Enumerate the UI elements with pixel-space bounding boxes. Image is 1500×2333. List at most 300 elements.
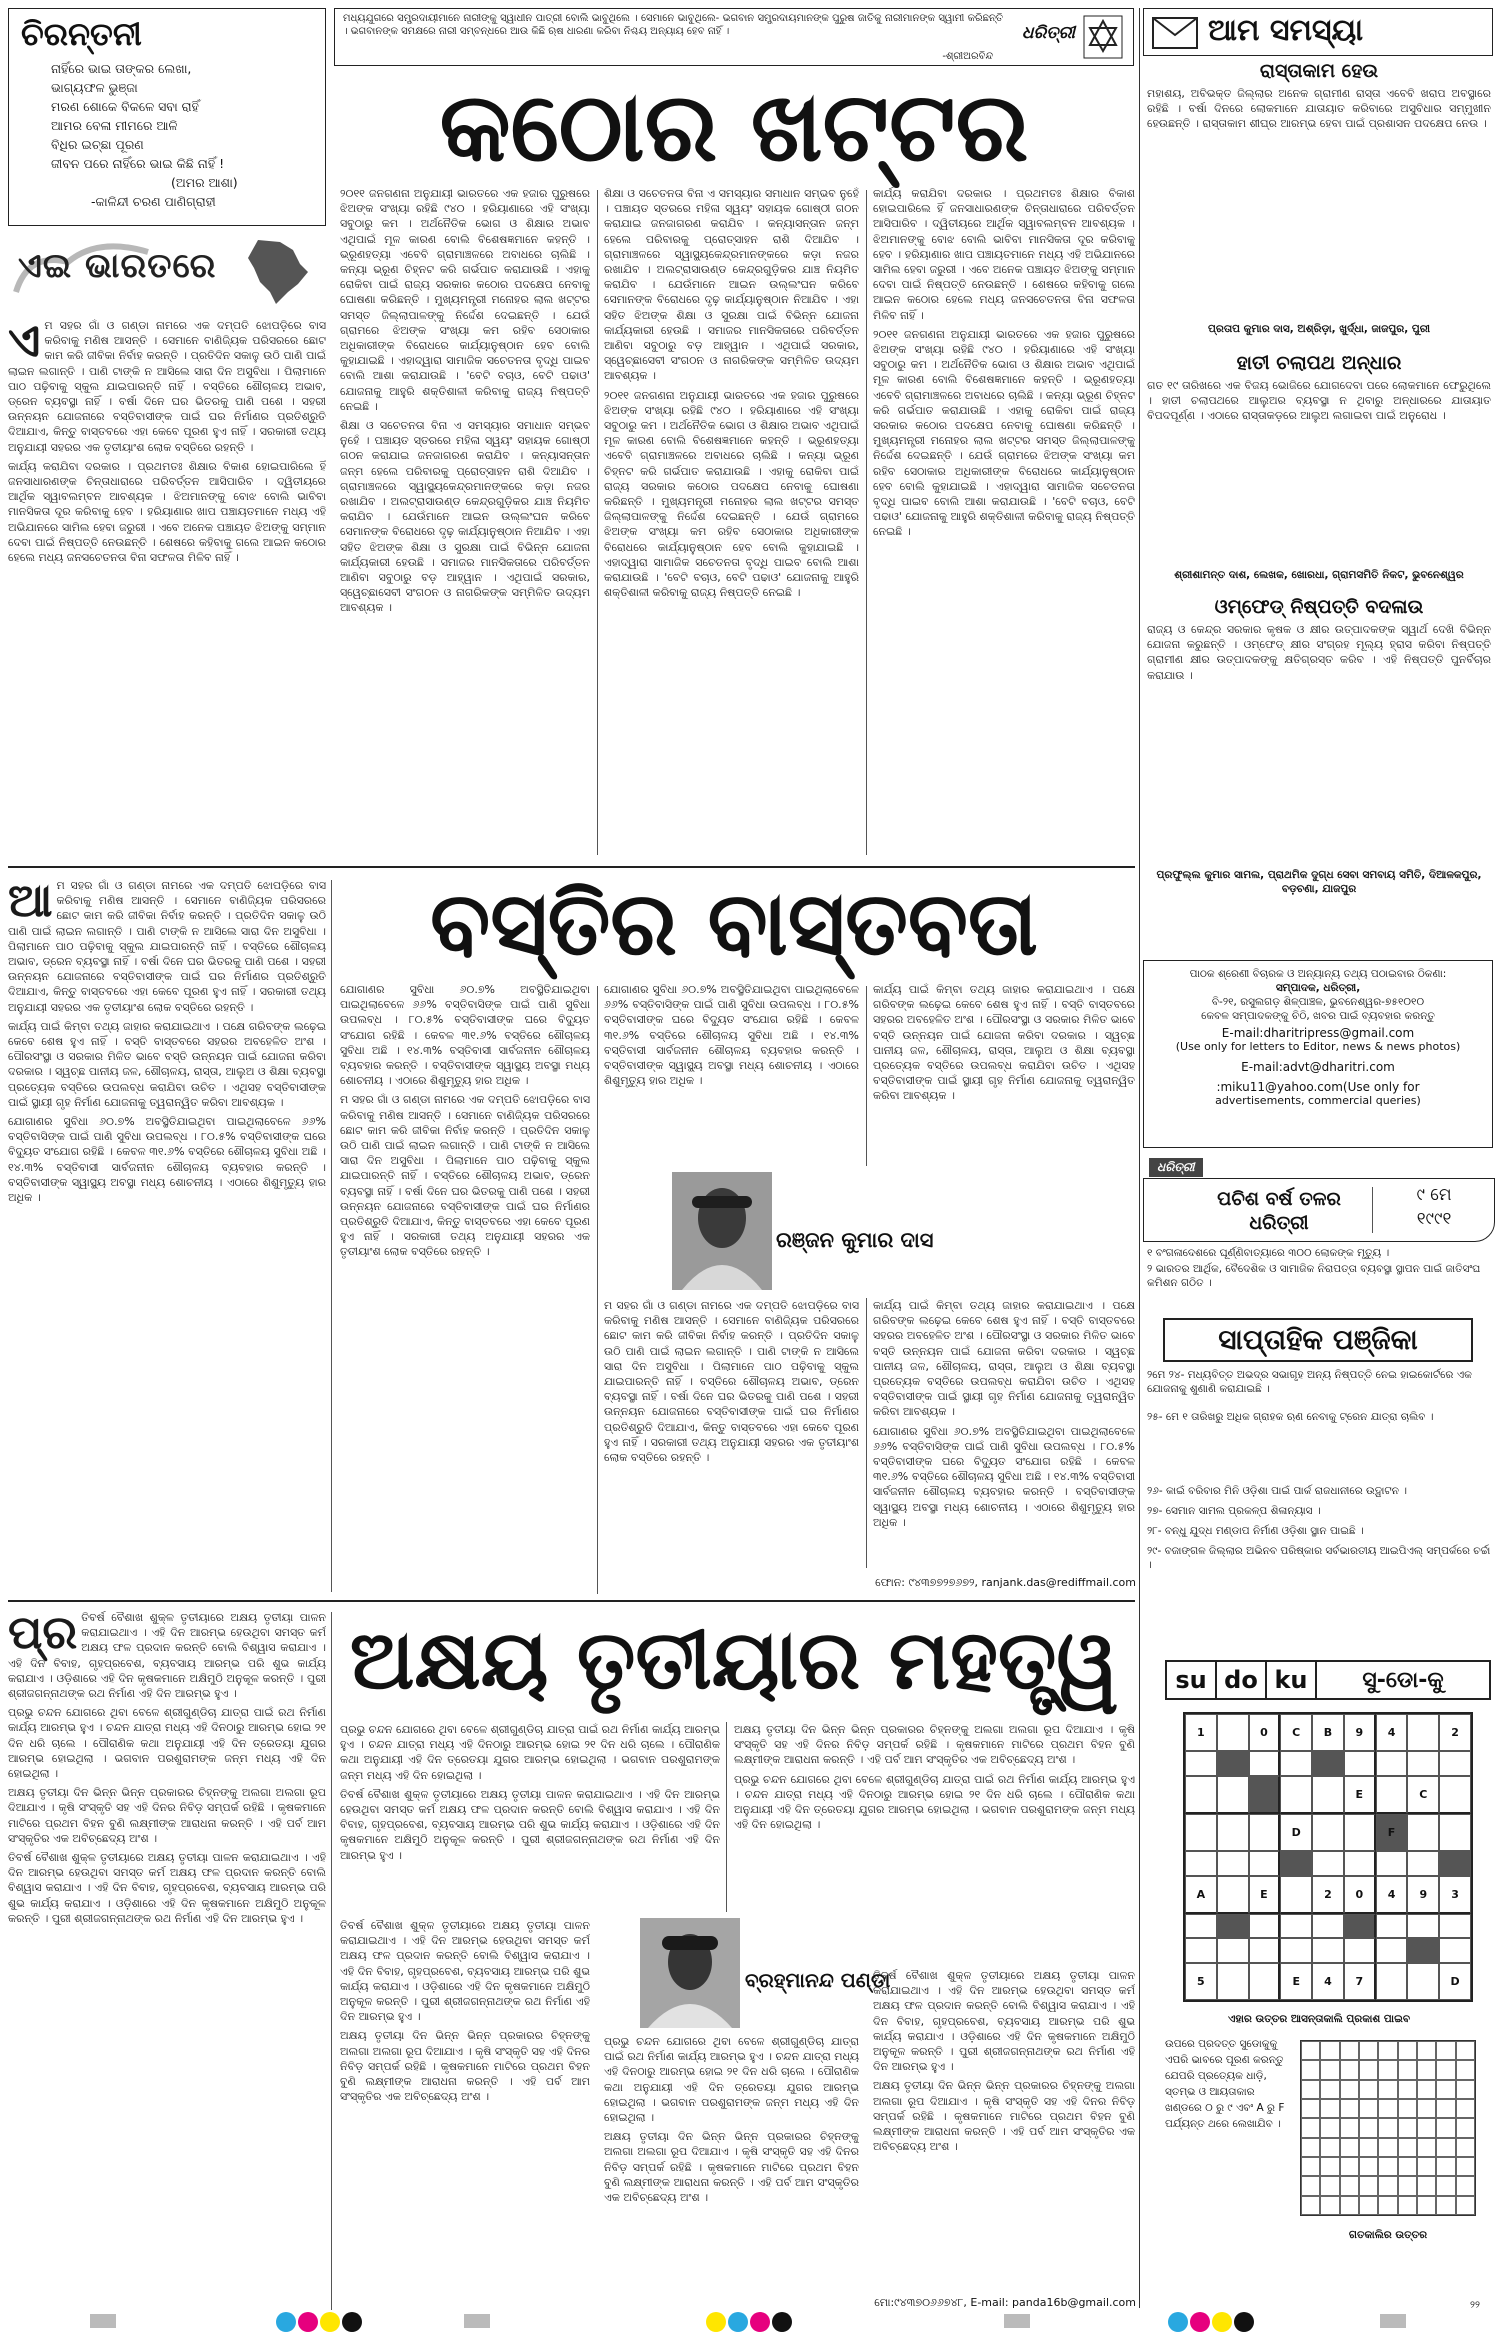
sudoku-cell[interactable] [1185,1851,1217,1875]
contact-line: ପାଠକ ଶ୍ରେଣୀ ବିଚାରକ ଓ ଅନ୍ୟାନ୍ୟ ତଥ୍ୟ ପଠାଇବାର ଠିକଣା: [1189,968,1447,980]
sudoku-cell[interactable]: E [1249,1876,1281,1914]
sudoku-cell[interactable] [1344,1851,1376,1875]
registration-dot-magenta [298,2312,318,2332]
sudoku-title-su: su [1165,1660,1217,1700]
weekly-item: ୨ମେ ୨୪- ମଧ୍ୟବିତ୍ତ ଅଭଦ୍ର ସଭାଗୃହ ଅନ୍ୟ ନିଷ୍ପତ୍ତି ନେଇ ହାଇକୋର୍ଟରେ ଏକ ଯୋଜନାକୁ ଶୁଣାଣି କରାଯାଇଛି । [1147,1369,1472,1395]
solution-cell [1417,2157,1436,2176]
solution-cell [1378,2196,1397,2215]
sudoku-cell[interactable] [1376,1914,1408,1938]
solution-cell [1456,2157,1475,2176]
solution-cell [1359,2138,1378,2157]
solution-cell [1436,2099,1455,2118]
sudoku-cell[interactable] [1376,1963,1408,2000]
quote-box [334,8,1134,66]
sudoku-cell[interactable]: 1 [1185,1714,1217,1751]
solution-cell [1320,2196,1339,2215]
registration-dot-cyan [728,2312,748,2332]
solution-cell [1320,2157,1339,2176]
sudoku-cell[interactable]: 0 [1344,1876,1376,1914]
section2-col-2-text: ଯୋଗାଣର ସୁବିଧା ୬୦.୭% ଅବସ୍ଥିତିଯାଇଥିବା ପାଇଥିଲାବେଳେ ୬୬% ବସ୍ତିବାସିଙ୍କ ପାଇଁ ପାଣି ସୁବିଧା ଉପଲବ୍ଧ । ୮୦.୫% ବସ୍ତିବାସୀଙ୍କ ଘରେ ବିଦ୍ୟୁତ ସଂଯୋଗ ରହିଛି । କେବଳ ୩୧.୬% ବସ୍ତିରେ ଶୌଚାଳୟ ସୁବିଧା ଅଛି । ୧୪.୩% ବସ୍ତିବାସୀ ସାର୍ବଜନୀନ ଶୌଚାଳୟ ବ୍ୟବହାର କରନ୍ତି । ବସ୍ତିବାସୀଙ୍କ ସ୍ୱାସ୍ଥ୍ୟ ଅବସ୍ଥା ମଧ୍ୟ ଶୋଚନୀୟ । ଏଠାରେ ଶିଶୁମୃତ୍ୟୁ ହାର ଅଧିକ । [340,983,590,1088]
section3-contact: ମୋ:୯୪୩୭୦୬୬୭୪୮, E-mail: panda16b@gmail.com [874,2296,1136,2309]
sudoku-cell[interactable] [1407,1751,1439,1775]
sudoku-cell[interactable] [1344,1914,1376,1938]
solution-cell [1320,2099,1339,2118]
weekly-title: ସାପ୍ତାହିକ ପଞ୍ଜିକା [1218,1323,1418,1356]
sudoku-title-odia: ସୁ-ଡୋ-କୁ [1317,1660,1491,1700]
section2-contact: ଫୋନ: ୯୪୩୭୭୨୭୬୭୨, ranjank.das@rediffmail.com [875,1576,1136,1589]
section3-col-1-text-4: ତିବର୍ଷ ବୈଶାଖ ଶୁକ୍ଳ ତୃତୀୟାରେ ଅକ୍ଷୟ ତୃତୀୟା ପାଳନ କରାଯାଇଥାଏ । ଏହି ଦିନ ଆରମ୍ଭ ହେଉଥିବା ସମସ୍ତ କର୍ମ ଅକ୍ଷୟ ଫଳ ପ୍ରଦାନ କରନ୍ତି ବୋଲି ବିଶ୍ୱାସ କରାଯାଏ । ଏହି ଦିନ ବିବାହ, ଗୃହପ୍ରବେଶ, ବ୍ୟବସାୟ ଆରମ୍ଭ ପରି ଶୁଭ କାର୍ଯ୍ୟ କରାଯାଏ । ଓଡ଼ିଶାରେ ଏହି ଦିନ କୃଷକମାନେ ଅକ୍ଷିମୁଠି ଅନୁକୂଳ କରନ୍ତି । ପୁରୀ ଶ୍ରୀଜଗନ୍ନାଥଙ୍କ ରଥ ନିର୍ମାଣ ଏହି ଦିନ ଆରମ୍ଭ ହୁଏ । [8,1851,326,1925]
solution-cell [1320,2041,1339,2060]
poem-line: ଆମର ବେଳା ମୀମରେ ଆଳି [51,118,178,133]
solution-cell [1320,2176,1339,2195]
section2-col-3-text: ଯୋଗାଣର ସୁବିଧା ୬୦.୭% ଅବସ୍ଥିତିଯାଇଥିବା ପାଇଥିଲାବେଳେ ୬୬% ବସ୍ତିବାସିଙ୍କ ପାଇଁ ପାଣି ସୁବିଧା ଉପଲବ୍ଧ । ୮୦.୫% ବସ୍ତିବାସୀଙ୍କ ଘରେ ବିଦ୍ୟୁତ ସଂଯୋଗ ରହିଛି । କେବଳ ୩୧.୬% ବସ୍ତିରେ ଶୌଚାଳୟ ସୁବିଧା ଅଛି । ୧୪.୩% ବସ୍ତିବାସୀ ସାର୍ବଜନୀନ ଶୌଚାଳୟ ବ୍ୟବହାର କରନ୍ତି । ବସ୍ତିବାସୀଙ୍କ ସ୍ୱାସ୍ଥ୍ୟ ଅବସ୍ଥା ମଧ୍ୟ ଶୋଚନୀୟ । ଏଠାରେ ଶିଶୁମୃତ୍ୟୁ ହାର ଅଧିକ । [604,983,859,1088]
sudoku-cell[interactable] [1280,1751,1312,1775]
sudoku-cell[interactable] [1439,1851,1471,1875]
letter-2-heading: ହାତୀ ଚଲାପଥ ଅନ୍ଧାର [1236,352,1402,374]
solution-cell [1398,2041,1417,2060]
weekly-list [1147,1368,1491,1638]
solution-cell [1398,2118,1417,2137]
chiranteni-poem [21,59,313,211]
solution-cell [1340,2099,1359,2118]
sudoku-cell[interactable]: C [1407,1776,1439,1814]
solution-cell [1378,2041,1397,2060]
solution-cell [1378,2176,1397,2195]
anniversary-banner [1143,1178,1495,1242]
sudoku-cell[interactable] [1439,1751,1471,1775]
solution-cell [1436,2157,1455,2176]
solution-cell [1359,2041,1378,2060]
advt-email-2: :miku11@yahoo.com(Use only for [1216,1080,1420,1094]
registration-dot-magenta [750,2312,770,2332]
section2-drop: ଆ [8,878,53,927]
solution-cell [1301,2099,1320,2118]
sudoku-cell[interactable] [1312,1914,1344,1938]
sudoku-title-do: do [1217,1660,1267,1700]
sudoku-cell[interactable]: 4 [1376,1876,1408,1914]
contact-line: ବି-୨୧, ରସୁଲଗଡ଼ ଶିଳ୍ପାଞ୍ଚଳ, ଭୁବନେଶ୍ୱର-୭୫୧୦୧୦ [1211,996,1425,1008]
sudoku-cell[interactable] [1249,1851,1281,1875]
section3-col-4-text: ଅକ୍ଷୟ ତୃତୀୟା ଦିନ ଭିନ୍ନ ଭିନ୍ନ ପ୍ରକାରର ଚିହ୍ନଙ୍କୁ ଅଲଗା ଅଲଗା ରୂପ ଦିଆଯାଏ । କୃଷି ସଂସ୍କୃତି ସହ ଏହି ଦିନର ନିବିଡ଼ ସମ୍ପର୍କ ରହିଛି । କୃଷକମାନେ ମାଟିରେ ପ୍ରଥମ ବିହନ ବୁଣି ଲକ୍ଷ୍ମୀଙ୍କ ଆରାଧନା କରନ୍ତି । ଏହି ପର୍ବ ଆମ ସଂସ୍କୃତିର ଏକ ଅବିଚ୍ଛେଦ୍ୟ ଅଂଶ । [734,1723,1135,1767]
solution-cell [1301,2060,1320,2079]
sudoku-cell[interactable] [1217,1914,1249,1938]
section3-col-2-text-2: ତିବର୍ଷ ବୈଶାଖ ଶୁକ୍ଳ ତୃତୀୟାରେ ଅକ୍ଷୟ ତୃତୀୟା ପାଳନ କରାଯାଇଥାଏ । ଏହି ଦିନ ଆରମ୍ଭ ହେଉଥିବା ସମସ୍ତ କର୍ମ ଅକ୍ଷୟ ଫଳ ପ୍ରଦାନ କରନ୍ତି ବୋଲି ବିଶ୍ୱାସ କରାଯାଏ । ଏହି ଦିନ ବିବାହ, ଗୃହପ୍ରବେଶ, ବ୍ୟବସାୟ ଆରମ୍ଭ ପରି ଶୁଭ କାର୍ଯ୍ୟ କରାଯାଏ । ଓଡ଼ିଶାରେ ଏହି ଦିନ କୃଷକମାନେ ଅକ୍ଷିମୁଠି ଅନୁକୂଳ କରନ୍ତି । ପୁରୀ ଶ୍ରୀଜଗନ୍ନାଥଙ୍କ ରଥ ନିର୍ମାଣ ଏହି ଦିନ ଆରମ୍ଭ ହୁଏ । [340,1787,720,1862]
sudoku-cell[interactable] [1249,1751,1281,1775]
sudoku-cell[interactable] [1344,1751,1376,1775]
banner-title: ଏଇ ଭାରତରେ [18,246,217,286]
section2-col-1-text: ମ ସହର ଗାଁ ଓ ଗଣ୍ଡା ନାମରେ ଏକ ଦମ୍ପତି ଝୋପଡ଼ିରେ ବାସ କରିବାକୁ ମଣିଷ ଆସନ୍ତି । ସେମାନେ ବାଣିଜ୍ୟିକ ପରିସରରେ ଛୋଟ କାମ କରି ଜୀବିକା ନିର୍ବାହ କରନ୍ତି । ପ୍ରତିଦିନ ସକାଳୁ ଉଠି ପାଣି ପାଇଁ ଲାଇନ ଲଗାନ୍ତି । ପାଣି ଟାଙ୍କି ନ ଆସିଲେ ସାରା ଦିନ ଅସୁବିଧା । ପିଲାମାନେ ପାଠ ପଢ଼ିବାକୁ ସ୍କୁଲ ଯାଇପାରନ୍ତି ନାହିଁ । ବସ୍ତିରେ ଶୌଚାଳୟ ଅଭାବ, ଡ୍ରେନ ବ୍ୟବସ୍ଥା ନାହିଁ । ବର୍ଷା ଦିନେ ଘର ଭିତରକୁ ପାଣି ପଶେ । ସହରୀ ଉନ୍ନୟନ ଯୋଜନାରେ ବସ୍ତିବାସୀଙ୍କ ପାଇଁ ଘର ନିର୍ମାଣର ପ୍ରତିଶ୍ରୁତି ଦିଆଯାଏ, କିନ୍ତୁ ବାସ୍ତବରେ ଏହା କେବେ ପୂରଣ ହୁଏ ନାହିଁ । ସରକାରୀ ତଥ୍ୟ ଅନୁଯାୟୀ ସହରର ଏକ ତୃତୀୟାଂଶ ଲୋକ ବସ୍ତିରେ ରହନ୍ତି । [8,879,326,1014]
section3-col-2-lower [340,1918,590,2310]
section3-col-1-text: ତିବର୍ଷ ବୈଶାଖ ଶୁକ୍ଳ ତୃତୀୟାରେ ଅକ୍ଷୟ ତୃତୀୟା ପାଳନ କରାଯାଇଥାଏ । ଏହି ଦିନ ଆରମ୍ଭ ହେଉଥିବା ସମସ୍ତ କର୍ମ ଅକ୍ଷୟ ଫଳ ପ୍ରଦାନ କରନ୍ତି ବୋଲି ବିଶ୍ୱାସ କରାଯାଏ । ଏହି ଦିନ ବିବାହ, ଗୃହପ୍ରବେଶ, ବ୍ୟବସାୟ ଆରମ୍ଭ ପରି ଶୁଭ କାର୍ଯ୍ୟ କରାଯାଏ । ଓଡ଼ିଶାରେ ଏହି ଦିନ କୃଷକମାନେ ଅକ୍ଷିମୁଠି ଅନୁକୂଳ କରନ୍ତି । ପୁରୀ ଶ୍ରୀଜଗନ୍ନାଥଙ୍କ ରଥ ନିର୍ମାଣ ଏହି ଦିନ ଆରମ୍ଭ ହୁଏ । [8,1611,326,1701]
poem-line: ଜୀବନ ପରେ ନାହିଁରେ ଭାଇ କିଛି ନାହିଁ ! [51,156,225,171]
solution-cell [1320,2080,1339,2099]
weekly-item: ୨୭- ସେମାନ ସାମଲ ପ୍ରକଳ୍ପ ଶିଳାନ୍ୟାସ । [1147,1505,1321,1517]
solution-cell [1456,2118,1475,2137]
sudoku-cell[interactable] [1280,1876,1312,1914]
solution-cell [1456,2176,1475,2195]
solution-cell [1417,2118,1436,2137]
sudoku-cell[interactable] [1185,1938,1217,1962]
sudoku-cell[interactable]: 2 [1439,1714,1471,1751]
solution-cell [1359,2196,1378,2215]
sudoku-cell[interactable] [1249,1938,1281,1962]
sudoku-cell[interactable]: 4 [1376,1714,1408,1751]
sudoku-cell[interactable] [1217,1938,1249,1962]
solution-cell [1359,2060,1378,2079]
section3-col-1-text-2: ପ୍ରଭୁ ଚନ୍ଦନ ଯୋଗରେ ଥିବା ବେଳେ ଶ୍ରୀଗୁଣ୍ଡିଚା ଯାତ୍ରା ପାଇଁ ରଥ ନିର୍ମାଣ କାର୍ଯ୍ୟ ଆରମ୍ଭ ହୁଏ । ଚନ୍ଦନ ଯାତ୍ରା ମଧ୍ୟ ଏହି ଦିନଠାରୁ ଆରମ୍ଭ ହୋଇ ୨୧ ଦିନ ଧରି ଚାଲେ । ପୌରାଣିକ କଥା ଅନୁଯାୟୀ ଏହି ଦିନ ତ୍ରେତୟା ଯୁଗର ଆରମ୍ଭ ହୋଇଥିଲା । ଭଗବାନ ପରଶୁରାମଙ୍କ ଜନ୍ମ ମଧ୍ୟ ଏହି ଦିନ ହୋଇଥିଲା । [8,1706,326,1781]
registration-dot-cyan [1168,2312,1188,2332]
solution-cell [1359,2157,1378,2176]
poem-line: ଭାଗ୍ୟଫଳ ଭୁଞ୍ଜା [51,80,138,95]
letter-3-signature: ପ୍ରଫୁଲ୍ଲ କୁମାର ସାମଲ, ପ୍ରାଥମିକ ଦୁଗ୍ଧ ସେବା ସମବାୟ ସମିତି, ଦିଆଳକପୁର, ବଡ଼ଚଣା, ଯାଜପୁର [1156,869,1482,895]
sudoku-cell[interactable]: D [1439,1963,1471,2000]
solution-cell [1378,2118,1397,2137]
solution-cell [1301,2080,1320,2099]
page-number: ୨୨ [1470,2300,1480,2311]
divider [597,190,598,855]
sudoku-header [1165,1660,1491,1700]
section2-col-3 [604,982,859,1162]
sudoku-cell[interactable]: F [1376,1814,1408,1851]
letter-1-signature: ପ୍ରତାପ କୁମାର ଦାସ, ଅଶ୍ରିଡ଼ା, ଖୁର୍ଦ୍ଧା, ଜାଜପୁର, ପୁରୀ [1208,323,1430,335]
section2-col-3-lower-text: ମ ସହର ଗାଁ ଓ ଗଣ୍ଡା ନାମରେ ଏକ ଦମ୍ପତି ଝୋପଡ଼ିରେ ବାସ କରିବାକୁ ମଣିଷ ଆସନ୍ତି । ସେମାନେ ବାଣିଜ୍ୟିକ ପରିସରରେ ଛୋଟ କାମ କରି ଜୀବିକା ନିର୍ବାହ କରନ୍ତି । ପ୍ରତିଦିନ ସକାଳୁ ଉଠି ପାଣି ପାଇଁ ଲାଇନ ଲଗାନ୍ତି । ପାଣି ଟାଙ୍କି ନ ଆସିଲେ ସାରା ଦିନ ଅସୁବିଧା । ପିଲାମାନେ ପାଠ ପଢ଼ିବାକୁ ସ୍କୁଲ ଯାଇପାରନ୍ତି ନାହିଁ । ବସ୍ତିରେ ଶୌଚାଳୟ ଅଭାବ, ଡ୍ରେନ ବ୍ୟବସ୍ଥା ନାହିଁ । ବର୍ଷା ଦିନେ ଘର ଭିତରକୁ ପାଣି ପଶେ । ସହରୀ ଉନ୍ନୟନ ଯୋଜନାରେ ବସ୍ତିବାସୀଙ୍କ ପାଇଁ ଘର ନିର୍ମାଣର ପ୍ରତିଶ୍ରୁତି ଦିଆଯାଏ, କିନ୍ତୁ ବାସ୍ତବରେ ଏହା କେବେ ପୂରଣ ହୁଏ ନାହିଁ । ସରକାରୀ ତଥ୍ୟ ଅନୁଯାୟୀ ସହରର ଏକ ତୃତୀୟାଂଶ ଲୋକ ବସ୍ତିରେ ରହନ୍ତି । [604,1299,859,1465]
contact-box [1143,960,1493,1148]
envelope-icon [1152,17,1198,49]
sudoku-cell[interactable] [1217,1876,1249,1914]
sudoku-cell[interactable] [1407,1714,1439,1751]
sudoku-cell[interactable]: 9 [1344,1714,1376,1751]
sudoku-instructions-text: ଉପରେ ପ୍ରଦତ୍ତ ସୁଡୋକୁକୁ ଏପରି ଭାବରେ ପୂରଣ କରନ୍ତୁ ଯେପରି ପ୍ରତ୍ୟେକ ଧାଡ଼ି, ସ୍ତମ୍ଭ ଓ ଆୟତାକାର ଖଣ୍ଡରେ ୦ ରୁ ୯ ଏବଂ A ରୁ F ପର୍ଯ୍ୟନ୍ତ ଥରେ ଲେଖାଯିବ । [1165,2038,1285,2130]
solution-cell [1398,2060,1417,2079]
letter-1-heading: ରାସ୍ତାକାମ ହେଉ [1259,60,1379,82]
lead-col-2-text-2: ୨୦୧୧ ଜନଗଣନା ଅନୁଯାୟୀ ଭାରତରେ ଏକ ହଜାର ପୁରୁଷରେ ଝିଅଙ୍କ ସଂଖ୍ୟା ରହିଛି ୯୪୦ । ହରିୟାଣାରେ ଏହି ସଂଖ୍ୟା ସବୁଠାରୁ କମ । ଅର୍ଥନୈତିକ ଭୋଗ ଓ ଶିକ୍ଷାର ଅଭାବ ଏଥିପାଇଁ ମୂଳ କାରଣ ବୋଲି ବିଶେଷଜ୍ଞମାନେ କହନ୍ତି । ଭ୍ରୂଣହତ୍ୟା ଏବେବି ଗ୍ରାମାଞ୍ଚଳରେ ଅବାଧରେ ଚାଲିଛି । କନ୍ୟା ଭ୍ରୂଣ ଚିହ୍ନଟ କରି ଗର୍ଭପାତ କରାଯାଉଛି । ଏହାକୁ ରୋକିବା ପାଇଁ ରାଜ୍ୟ ସରକାର କଠୋର ପଦକ୍ଷେପ ନେବାକୁ ଘୋଷଣା କରିଛନ୍ତି । ମୁଖ୍ୟମନ୍ତ୍ରୀ ମନୋହର ଲାଲ ଖଟ୍ଟର ସମସ୍ତ ଜିଲ୍ଲାପାଳଙ୍କୁ ନିର୍ଦ୍ଦେଶ ଦେଇଛନ୍ତି । ଯେଉଁ ଗ୍ରାମରେ ଝିଅଙ୍କ ସଂଖ୍ୟା କମ ରହିବ ସେଠାକାର ଅଧିକାରୀଙ୍କ ବିରୋଧରେ କାର୍ଯ୍ୟାନୁଷ୍ଠାନ ହେବ ବୋଲି କୁହାଯାଇଛି । ଏହାଦ୍ୱାରା ସାମାଜିକ ସଚେତନତା ବୃଦ୍ଧି ପାଇବ ବୋଲି ଆଶା କରାଯାଉଛି । 'ବେଟି ବଚାଓ, ବେଟି ପଢାଓ' ଯୋଜନାକୁ ଆହୁରି ଶକ୍ତିଶାଳୀ କରିବାକୁ ରାଜ୍ୟ ନିଷ୍ପତ୍ତି ନେଇଛି । [604,388,859,600]
sudoku-cell[interactable] [1376,1851,1408,1875]
sudoku-cell[interactable]: 9 [1407,1876,1439,1914]
sudoku-cell[interactable]: 4 [1312,1963,1344,2000]
section3-col-4-text-2: ପ୍ରଭୁ ଚନ୍ଦନ ଯୋଗରେ ଥିବା ବେଳେ ଶ୍ରୀଗୁଣ୍ଡିଚା ଯାତ୍ରା ପାଇଁ ରଥ ନିର୍ମାଣ କାର୍ଯ୍ୟ ଆରମ୍ଭ ହୁଏ । ଚନ୍ଦନ ଯାତ୍ରା ମଧ୍ୟ ଏହି ଦିନଠାରୁ ଆରମ୍ଭ ହୋଇ ୨୧ ଦିନ ଧରି ଚାଲେ । ପୌରାଣିକ କଥା ଅନୁଯାୟୀ ଏହି ଦିନ ତ୍ରେତୟା ଯୁଗର ଆରମ୍ଭ ହୋଇଥିଲା । ଭଗବାନ ପରଶୁରାମଙ୍କ ଜନ୍ମ ମଧ୍ୟ ଏହି ଦିନ ହୋଇଥିଲା । [734,1772,1135,1832]
sudoku-cell[interactable] [1407,1914,1439,1938]
section2-col-4-text: କାର୍ଯ୍ୟ ପାଇଁ କିମ୍ବା ତଥ୍ୟ ଜାହାର କରାଯାଇଥାଏ । ପକ୍ଷେ ଗରିବଙ୍କ ଲଢ଼େଇ କେବେ ଶେଷ ହୁଏ ନାହିଁ । ବସ୍ତି ବାସ୍ତବରେ ସହରର ଅବହେଳିତ ଅଂଶ । ପୌରସଂସ୍ଥା ଓ ସରକାର ମିଳିତ ଭାବେ ବସ୍ତି ଉନ୍ନୟନ ପାଇଁ ଯୋଜନା କରିବା ଦରକାର । ସ୍ୱଚ୍ଛ ପାନୀୟ ଜଳ, ଶୌଚାଳୟ, ରାସ୍ତା, ଆଲୁଅ ଓ ଶିକ୍ଷା ବ୍ୟବସ୍ଥା ପ୍ରତ୍ୟେକ ବସ୍ତିରେ ଉପଲବ୍ଧ କରାଯିବା ଉଚିତ । ଏଥିସହ ବସ୍ତିବାସୀଙ୍କ ପାଇଁ ସ୍ଥାୟୀ ଗୃହ ନିର୍ମାଣ ଯୋଜନାକୁ ତ୍ୱରାନ୍ୱିତ କରିବା ଆବଶ୍ୟକ । [873,983,1135,1103]
solution-cell [1320,2118,1339,2137]
sudoku-cell[interactable] [1407,1938,1439,1962]
solution-cell [1378,2080,1397,2099]
divider [1139,8,1140,2308]
anniversary-box [1143,1158,1493,1308]
divider [597,986,598,1594]
sudoku-solution-grid [1300,2040,1476,2216]
solution-cell [1417,2080,1436,2099]
sudoku-cell[interactable] [1249,1776,1281,1814]
registration-bar [464,2314,490,2328]
section3-col-2-lower-text: ତିବର୍ଷ ବୈଶାଖ ଶୁକ୍ଳ ତୃତୀୟାରେ ଅକ୍ଷୟ ତୃତୀୟା ପାଳନ କରାଯାଇଥାଏ । ଏହି ଦିନ ଆରମ୍ଭ ହେଉଥିବା ସମସ୍ତ କର୍ମ ଅକ୍ଷୟ ଫଳ ପ୍ରଦାନ କରନ୍ତି ବୋଲି ବିଶ୍ୱାସ କରାଯାଏ । ଏହି ଦିନ ବିବାହ, ଗୃହପ୍ରବେଶ, ବ୍ୟବସାୟ ଆରମ୍ଭ ପରି ଶୁଭ କାର୍ଯ୍ୟ କରାଯାଏ । ଓଡ଼ିଶାରେ ଏହି ଦିନ କୃଷକମାନେ ଅକ୍ଷିମୁଠି ଅନୁକୂଳ କରନ୍ତି । ପୁରୀ ଶ୍ରୀଜଗନ୍ନାଥଙ୍କ ରଥ ନିର୍ମାଣ ଏହି ଦିନ ଆରମ୍ଭ ହୁଏ । [340,1919,590,2024]
sudoku-cell[interactable] [1280,1914,1312,1938]
solution-cell [1398,2080,1417,2099]
solution-cell [1340,2176,1359,2195]
sudoku-solution-label: ଗତକାଲିର ଉତ୍ତର [1348,2229,1428,2241]
solution-cell [1456,2041,1475,2060]
left-story-drop: ଏ [8,318,41,367]
divider [1372,1187,1373,1233]
solution-cell [1436,2060,1455,2079]
sudoku-cell[interactable] [1312,1776,1344,1814]
sudoku-cell[interactable]: C [1280,1714,1312,1751]
sudoku-cell[interactable]: 5 [1185,1963,1217,2000]
solution-cell [1340,2060,1359,2079]
solution-cell [1359,2176,1378,2195]
chiranteni-title: ଚିରନ୍ତନୀ [21,15,142,53]
lead-col-3 [873,186,1135,858]
sidebar-title: ଆମ ସମସ୍ୟା [1208,13,1364,48]
sudoku-cell[interactable] [1217,1851,1249,1875]
section3-col-1-text-3: ଅକ୍ଷୟ ତୃତୀୟା ଦିନ ଭିନ୍ନ ଭିନ୍ନ ପ୍ରକାରର ଚିହ୍ନଙ୍କୁ ଅଲଗା ଅଲଗା ରୂପ ଦିଆଯାଏ । କୃଷି ସଂସ୍କୃତି ସହ ଏହି ଦିନର ନିବିଡ଼ ସମ୍ପର୍କ ରହିଛି । କୃଷକମାନେ ମାଟିରେ ପ୍ରଥମ ବିହନ ବୁଣି ଲକ୍ଷ୍ମୀଙ୍କ ଆରାଧନା କରନ୍ତି । ଏହି ପର୍ବ ଆମ ସଂସ୍କୃତିର ଏକ ଅବିଚ୍ଛେଦ୍ୟ ଅଂଶ । [8,1786,326,1845]
sudoku-cell[interactable] [1280,1938,1312,1962]
sudoku-cell[interactable]: E [1344,1776,1376,1814]
sudoku-cell[interactable]: A [1185,1876,1217,1914]
left-story [8,318,326,854]
anniversary-title: ପଚିଶ ବର୍ଷ ତଳର ଧରିତ୍ରୀ [1217,1188,1341,1234]
sudoku-cell[interactable] [1407,1851,1439,1875]
sudoku-cell[interactable]: 7 [1344,1963,1376,2000]
solution-cell [1456,2080,1475,2099]
letter-1 [1147,60,1491,348]
sudoku-cell[interactable] [1376,1938,1408,1962]
poem-author: -କାଳିନ୍ଦୀ ଚରଣ ପାଣିଗ୍ରାହୀ [91,194,216,209]
section2-col-2 [340,982,590,1594]
solution-cell [1359,2080,1378,2099]
section2-col-1 [8,878,326,1594]
sudoku-cell[interactable] [1185,1751,1217,1775]
section3-col-3-text: ପ୍ରଭୁ ଚନ୍ଦନ ଯୋଗରେ ଥିବା ବେଳେ ଶ୍ରୀଗୁଣ୍ଡିଚା ଯାତ୍ରା ପାଇଁ ରଥ ନିର୍ମାଣ କାର୍ଯ୍ୟ ଆରମ୍ଭ ହୁଏ । ଚନ୍ଦନ ଯାତ୍ରା ମଧ୍ୟ ଏହି ଦିନଠାରୁ ଆରମ୍ଭ ହୋଇ ୨୧ ଦିନ ଧରି ଚାଲେ । ପୌରାଣିକ କଥା ଅନୁଯାୟୀ ଏହି ଦିନ ତ୍ରେତୟା ଯୁଗର ଆରମ୍ଭ ହୋଇଥିଲା । ଭଗବାନ ପରଶୁରାମଙ୍କ ଜନ୍ମ ମଧ୍ୟ ଏହି ଦିନ ହୋଇଥିଲା । [604,2035,859,2125]
sudoku-cell[interactable] [1217,1751,1249,1775]
quote-author: -ଶ୍ରୀଅରବିନ୍ଦ [942,51,993,62]
section3-col-3-text-2: ଅକ୍ଷୟ ତୃତୀୟା ଦିନ ଭିନ୍ନ ଭିନ୍ନ ପ୍ରକାରର ଚିହ୍ନଙ୍କୁ ଅଲଗା ଅଲଗା ରୂପ ଦିଆଯାଏ । କୃଷି ସଂସ୍କୃତି ସହ ଏହି ଦିନର ନିବିଡ଼ ସମ୍ପର୍କ ରହିଛି । କୃଷକମାନେ ମାଟିରେ ପ୍ରଥମ ବିହନ ବୁଣି ଲକ୍ଷ୍ମୀଙ୍କ ଆରାଧନା କରନ୍ତି । ଏହି ପର୍ବ ଆମ ସଂସ୍କୃତିର ଏକ ଅବିଚ୍ଛେଦ୍ୟ ଅଂଶ । [604,2130,859,2205]
rule [8,866,1135,868]
advt-email: E-mail:advt@dharitri.com [1241,1060,1395,1074]
solution-cell [1456,2138,1475,2157]
solution-cell [1301,2118,1320,2137]
anniversary-year: ୧୯୯୧ [1416,1209,1452,1229]
poem-line: ବିଧିର ଇଚ୍ଛା ପୂରଣ [51,137,144,152]
sudoku-cell[interactable]: 0 [1249,1714,1281,1751]
lead-col-3-text: କାର୍ଯ୍ୟ କରାଯିବା ଦରକାର । ପ୍ରଥମତଃ ଶିକ୍ଷାର ବିକାଶ ହୋଇପାରିଲେ ହିଁ ଜନସାଧାରଣଙ୍କ ଚିନ୍ତାଧାରାରେ ପରିବର୍ତ୍ତନ ଆସିପାରିବ । ଦ୍ୱିତୀୟରେ ଆର୍ଥିକ ସ୍ୱାବଲମ୍ବନ ଆବଶ୍ୟକ । ଝିଅମାନଙ୍କୁ ବୋଝ ବୋଲି ଭାବିବା ମାନସିକତା ଦୂର କରିବାକୁ ହେବ । ହରିୟାଣାର ଖାପ ପଞ୍ଚାୟତମାନେ ମଧ୍ୟ ଏହି ଅଭିଯାନରେ ସାମିଲ ହେବା ଜରୁରୀ । ଏବେ ଅନେକ ପଞ୍ଚାୟତ ଝିଅଙ୍କୁ ସମ୍ମାନ ଦେବା ପାଇଁ ନିଷ୍ପତ୍ତି ନେଉଛନ୍ତି । ଶେଷରେ କହିବାକୁ ଗଲେ ଆଇନ କଠୋର ହେଲେ ମଧ୍ୟ ଜନସଚେତନତା ବିନା ସଫଳତା ମିଳିବ ନାହିଁ । [873,187,1135,322]
sudoku-cell[interactable] [1376,1776,1408,1814]
section3-col-2-lower-text-2: ଅକ୍ଷୟ ତୃତୀୟା ଦିନ ଭିନ୍ନ ଭିନ୍ନ ପ୍ରକାରର ଚିହ୍ନଙ୍କୁ ଅଲଗା ଅଲଗା ରୂପ ଦିଆଯାଏ । କୃଷି ସଂସ୍କୃତି ସହ ଏହି ଦିନର ନିବିଡ଼ ସମ୍ପର୍କ ରହିଛି । କୃଷକମାନେ ମାଟିରେ ପ୍ରଥମ ବିହନ ବୁଣି ଲକ୍ଷ୍ମୀଙ୍କ ଆରାଧନା କରନ୍ତି । ଏହି ପର୍ବ ଆମ ସଂସ୍କୃତିର ଏକ ଅବିଚ୍ଛେଦ୍ୟ ଅଂଶ । [340,2029,590,2104]
sudoku-cell[interactable] [1439,1914,1471,1938]
advt-email-note: advertisements, commercial queries) [1215,1094,1421,1107]
letter-1-body: ମହାଶୟ, ଅବିଭକ୍ତ ଜିଲ୍ଲାର ଅନେକ ଗ୍ରାମୀଣ ରାସ୍ତା ଏବେବି ଖରାପ ଅବସ୍ଥାରେ ରହିଛି । ବର୍ଷା ଦିନରେ ଲୋକମାନେ ଯାତାୟାତ କରିବାରେ ଅସୁବିଧାର ସମ୍ମୁଖୀନ ହେଉଛନ୍ତି । ରାସ୍ତାକାମ ଶୀଘ୍ର ଆରମ୍ଭ ହେବା ପାଇଁ ପ୍ରଶାସନ ପଦକ୍ଷେପ ନେଉ । [1147,87,1491,131]
solution-cell [1436,2196,1455,2215]
solution-cell [1436,2118,1455,2137]
letter-3-body: ରାଜ୍ୟ ଓ କେନ୍ଦ୍ର ସରକାର କୃଷକ ଓ କ୍ଷୀର ଉତ୍ପାଦକଙ୍କ ସ୍ୱାର୍ଥ ଦେଖି ବିଭିନ୍ନ ଯୋଜନା କରୁଛନ୍ତି । ଓମ୍ଫେଡ୍ କ୍ଷୀର ସଂଗ୍ରହ ମୂଲ୍ୟ ହ୍ରାସ କରିବା ନିଷ୍ପତ୍ତି ଗ୍ରାମୀଣ କ୍ଷୀର ଉତ୍ପାଦକଙ୍କୁ କ୍ଷତିଗ୍ରସ୍ତ କରିବ । ଏହି ନିଷ୍ପତ୍ତି ପୁନର୍ବିଚାର କରାଯାଉ । [1147,623,1491,682]
divider [331,880,332,1592]
sudoku-cell[interactable] [1280,1776,1312,1814]
solution-cell [1436,2080,1455,2099]
sudoku-cell[interactable] [1249,1814,1281,1851]
registration-dot-yellow [1212,2312,1232,2332]
solution-cell [1301,2157,1320,2176]
solution-cell [1436,2138,1455,2157]
poem-line: ନାହିଁରେ ଭାଇ ତାଙ୍କର ଲେଖା, [51,61,192,76]
sudoku-cell[interactable] [1344,1938,1376,1962]
section2-col-4-lower-text-2: ଯୋଗାଣର ସୁବିଧା ୬୦.୭% ଅବସ୍ଥିତିଯାଇଥିବା ପାଇଥିଲାବେଳେ ୬୬% ବସ୍ତିବାସିଙ୍କ ପାଇଁ ପାଣି ସୁବିଧା ଉପଲବ୍ଧ । ୮୦.୫% ବସ୍ତିବାସୀଙ୍କ ଘରେ ବିଦ୍ୟୁତ ସଂଯୋଗ ରହିଛି । କେବଳ ୩୧.୬% ବସ୍ତିରେ ଶୌଚାଳୟ ସୁବିଧା ଅଛି । ୧୪.୩% ବସ୍ତିବାସୀ ସାର୍ବଜନୀନ ଶୌଚାଳୟ ବ୍ୟବହାର କରନ୍ତି । ବସ୍ତିବାସୀଙ୍କ ସ୍ୱାସ୍ଥ୍ୟ ଅବସ୍ଥା ମଧ୍ୟ ଶୋଚନୀୟ । ଏଠାରେ ଶିଶୁମୃତ୍ୟୁ ହାର ଅଧିକ । [873,1424,1135,1529]
solution-cell [1320,2060,1339,2079]
solution-cell [1436,2041,1455,2060]
sudoku-cell[interactable] [1344,1814,1376,1851]
section3-headline: ଅକ୍ଷୟ ତୃତୀୟାର ମହତ୍ତ୍ୱ [349,1613,1119,1708]
solution-cell [1378,2060,1397,2079]
section3-drop: ପ୍ର [8,1610,78,1659]
section3-col-2 [340,1722,720,1912]
solution-cell [1417,2099,1436,2118]
solution-cell [1378,2099,1397,2118]
lead-col-1-text-2: ଶିକ୍ଷା ଓ ସଚେତନତା ବିନା ଏ ସମସ୍ୟାର ସମାଧାନ ସମ୍ଭବ ନୁହେଁ । ପଞ୍ଚାୟତ ସ୍ତରରେ ମହିଳା ସ୍ୱୟଂ ସହାୟକ ଗୋଷ୍ଠୀ ଗଠନ କରାଯାଇ ଜନଜାଗରଣ କରାଯିବ । କନ୍ୟାସନ୍ତାନ ଜନ୍ମ ହେଲେ ପରିବାରକୁ ପ୍ରୋତ୍ସାହନ ରାଶି ଦିଆଯିବ । ଗ୍ରାମାଞ୍ଚଳରେ ସ୍ୱାସ୍ଥ୍ୟକେନ୍ଦ୍ରମାନଙ୍କରେ କଡ଼ା ନଜର ରଖାଯିବ । ଅଲଟ୍ରାସାଉଣ୍ଡ କେନ୍ଦ୍ରଗୁଡ଼ିକର ଯାଞ୍ଚ ନିୟମିତ କରାଯିବ । ଯେଉଁମାନେ ଆଇନ ଉଲ୍ଲଂଘନ କରିବେ ସେମାନଙ୍କ ବିରୋଧରେ ଦୃଢ଼ କାର୍ଯ୍ୟାନୁଷ୍ଠାନ ନିଆଯିବ । ଏହା ସହିତ ଝିଅଙ୍କ ଶିକ୍ଷା ଓ ସୁରକ୍ଷା ପାଇଁ ବିଭିନ୍ନ ଯୋଜନା କାର୍ଯ୍ୟକାରୀ ହେଉଛି । ସମାଜର ମାନସିକତାରେ ପରିବର୍ତ୍ତନ ଆଣିବା ସବୁଠାରୁ ବଡ଼ ଆହ୍ୱାନ । ଏଥିପାଇଁ ସରକାର, ସ୍ୱେଚ୍ଛାସେବୀ ସଂଗଠନ ଓ ନାଗରିକଙ୍କ ସମ୍ମିଳିତ ଉଦ୍ୟମ ଆବଶ୍ୟକ । [340,419,590,615]
section3-col-4 [734,1722,1135,1962]
contact-line: କେବଳ ସମ୍ପାଦକଙ୍କୁ ଚିଠି, ଖବର ପାଇଁ ବ୍ୟବହାର କରନ୍ତୁ [1201,1010,1435,1022]
divider [331,1612,332,2310]
sudoku-cell[interactable] [1407,1814,1439,1851]
section3-col-1 [8,1610,326,2310]
rule [8,1600,1135,1602]
section2-col-4 [873,982,1135,1162]
chiranteni-box [8,8,326,226]
sudoku-grid[interactable] [1183,1712,1473,2002]
registration-dot-yellow [320,2312,340,2332]
weekly-item: ୨୫- ମେ ୧ ତାରିଖରୁ ଅଧିକ ଗ୍ରାହକ ଋଣ ନେବାକୁ ଟ୍ରେନ ଯାତ୍ରା ଚାଲିବ । [1147,1411,1434,1423]
solution-cell [1398,2176,1417,2195]
solution-cell [1340,2157,1359,2176]
registration-dot-black [772,2312,792,2332]
sudoku-cell[interactable] [1312,1751,1344,1775]
section3-author-name: ବ୍ରହ୍ମାନନ୍ଦ ପଣ୍ଡା [745,1968,891,1992]
quote-text: ମଧ୍ୟଯୁଗରେ ସମ୍ପ୍ରଦାୟୀମାନେ ନାରୀଙ୍କୁ ସ୍ୱାଧୀନ ପାତ୍ରୀ ବୋଲି ଭାବୁଥିଲେ । ସେମାନେ ଭାବୁଥିଲେ- ଭଗବାନ ସମ୍ପ୍ରଦାୟମାନଙ୍କ ପୁରୁଷ ଜାତିକୁ ନାରୀମାନଙ୍କ ସ୍ୱାମୀ କରିଛନ୍ତି । ଭଗବାନଙ୍କ ସମକ୍ଷରେ ନାରୀ ସମ୍ବନ୍ଧରେ ଆଉ କିଛି ଋଷ ଧାରଣା କରିବା ନିଶ୍ଚୟ ଅନ୍ୟାୟ ହେବ ନାହିଁ । [343,13,1003,37]
solution-cell [1417,2041,1436,2060]
sudoku-cell[interactable]: 2 [1312,1876,1344,1914]
registration-dot-black [342,2312,362,2332]
sudoku-cell[interactable] [1249,1914,1281,1938]
poem-line: ମରଣ ଶୋକେ ବିକଳେ ସବା ରାହିଁ [51,99,199,114]
sudoku-cell[interactable] [1312,1814,1344,1851]
section2-author-name: ରଞ୍ଜନ କୁମାର ଦାସ [776,1228,934,1252]
solution-cell [1359,2099,1378,2118]
lead-col-3-text-2: ୨୦୧୧ ଜନଗଣନା ଅନୁଯାୟୀ ଭାରତରେ ଏକ ହଜାର ପୁରୁଷରେ ଝିଅଙ୍କ ସଂଖ୍ୟା ରହିଛି ୯୪୦ । ହରିୟାଣାରେ ଏହି ସଂଖ୍ୟା ସବୁଠାରୁ କମ । ଅର୍ଥନୈତିକ ଭୋଗ ଓ ଶିକ୍ଷାର ଅଭାବ ଏଥିପାଇଁ ମୂଳ କାରଣ ବୋଲି ବିଶେଷଜ୍ଞମାନେ କହନ୍ତି । ଭ୍ରୂଣହତ୍ୟା ଏବେବି ଗ୍ରାମାଞ୍ଚଳରେ ଅବାଧରେ ଚାଲିଛି । କନ୍ୟା ଭ୍ରୂଣ ଚିହ୍ନଟ କରି ଗର୍ଭପାତ କରାଯାଉଛି । ଏହାକୁ ରୋକିବା ପାଇଁ ରାଜ୍ୟ ସରକାର କଠୋର ପଦକ୍ଷେପ ନେବାକୁ ଘୋଷଣା କରିଛନ୍ତି । ମୁଖ୍ୟମନ୍ତ୍ରୀ ମନୋହର ଲାଲ ଖଟ୍ଟର ସମସ୍ତ ଜିଲ୍ଲାପାଳଙ୍କୁ ନିର୍ଦ୍ଦେଶ ଦେଇଛନ୍ତି । ଯେଉଁ ଗ୍ରାମରେ ଝିଅଙ୍କ ସଂଖ୍ୟା କମ ରହିବ ସେଠାକାର ଅଧିକାରୀଙ୍କ ବିରୋଧରେ କାର୍ଯ୍ୟାନୁଷ୍ଠାନ ହେବ ବୋଲି କୁହାଯାଇଛି । ଏହାଦ୍ୱାରା ସାମାଜିକ ସଚେତନତା ବୃଦ୍ଧି ପାଇବ ବୋଲି ଆଶା କରାଯାଉଛି । 'ବେଟି ବଚାଓ, ବେଟି ପଢାଓ' ଯୋଜନାକୁ ଆହୁରି ଶକ୍ତିଶାଳୀ କରିବାକୁ ରାଜ୍ୟ ନିଷ୍ପତ୍ତି ନେଇଛି । [873,327,1135,539]
solution-cell [1398,2157,1417,2176]
sudoku-cell[interactable] [1185,1776,1217,1814]
letter-2-signature: ଶ୍ରୀଶାମନ୍ତ ଦାଶ, ଲେଖକ, ଖୋରଧା, ଗ୍ରାମସମିତି ନିକଟ, ଭୁବନେଶ୍ୱର [1174,569,1464,581]
letter-2-body: ଗତ ୧୯ ତାରିଖରେ ଏକ ବିଜୟ ଭୋଜିରେ ଯୋଗଦେବା ପରେ ଲୋକମାନେ ଫେରୁଥିଲେ । ହାତୀ ଚଲାପଥରେ ଆଲୁଅର ବ୍ୟବସ୍ଥା ନ ଥିବାରୁ ଅନ୍ଧାରରେ ଯାତାୟାତ ବିପଦପୂର୍ଣ୍ଣ । ଏଠାରେ ରାସ୍ତାକଡ଼ରେ ଆଲୁଅ ଲଗାଇବା ପାଇଁ ଅନୁରୋଧ । [1147,379,1491,423]
solution-cell [1301,2041,1320,2060]
weekly-item: ୨୬- କାଇଁ ବରିବାର ମିନି ଓଡ଼ିଶା ପାଇଁ ପାର୍କ ରାଜଧାନୀରେ ଉଦ୍ଘାଟନ । [1147,1485,1407,1497]
sudoku-answer-note: ଏହାର ଉତ୍ତର ଆସନ୍ତାକାଲି ପ୍ରକାଶ ପାଇବ [1228,2013,1410,2025]
solution-cell [1398,2196,1417,2215]
solution-cell [1340,2138,1359,2157]
section2-col-1-text-3: ଯୋଗାଣର ସୁବିଧା ୬୦.୭% ଅବସ୍ଥିତିଯାଇଥିବା ପାଇଥିଲାବେଳେ ୬୬% ବସ୍ତିବାସିଙ୍କ ପାଇଁ ପାଣି ସୁବିଧା ଉପଲବ୍ଧ । ୮୦.୫% ବସ୍ତିବାସୀଙ୍କ ଘରେ ବିଦ୍ୟୁତ ସଂଯୋଗ ରହିଛି । କେବଳ ୩୧.୬% ବସ୍ତିରେ ଶୌଚାଳୟ ସୁବିଧା ଅଛି । ୧୪.୩% ବସ୍ତିବାସୀ ସାର୍ବଜନୀନ ଶୌଚାଳୟ ବ୍ୟବହାର କରନ୍ତି । ବସ୍ତିବାସୀଙ୍କ ସ୍ୱାସ୍ଥ୍ୟ ଅବସ୍ଥା ମଧ୍ୟ ଶୋଚନୀୟ । ଏଠାରେ ଶିଶୁମୃତ୍ୟୁ ହାର ଅଧିକ । [8,1115,326,1205]
sudoku-cell[interactable] [1249,1963,1281,2000]
section2-col-3-lower [604,1298,859,1594]
sudoku-cell[interactable] [1280,1851,1312,1875]
section3-col-2-text: ପ୍ରଭୁ ଚନ୍ଦନ ଯୋଗରେ ଥିବା ବେଳେ ଶ୍ରୀଗୁଣ୍ଡିଚା ଯାତ୍ରା ପାଇଁ ରଥ ନିର୍ମାଣ କାର୍ଯ୍ୟ ଆରମ୍ଭ ହୁଏ । ଚନ୍ଦନ ଯାତ୍ରା ମଧ୍ୟ ଏହି ଦିନଠାରୁ ଆରମ୍ଭ ହୋଇ ୨୧ ଦିନ ଧରି ଚାଲେ । ପୌରାଣିକ କଥା ଅନୁଯାୟୀ ଏହି ଦିନ ତ୍ରେତୟା ଯୁଗର ଆରମ୍ଭ ହୋଇଥିଲା । ଭଗବାନ ପରଶୁରାମଙ୍କ ଜନ୍ମ ମଧ୍ୟ ଏହି ଦିନ ହୋଇଥିଲା । [340,1723,720,1782]
sudoku-cell[interactable]: B [1312,1714,1344,1751]
solution-cell [1417,2196,1436,2215]
sudoku-cell[interactable] [1217,1814,1249,1851]
sudoku-cell[interactable] [1312,1938,1344,1962]
left-story-text: ମ ସହର ଗାଁ ଓ ଗଣ୍ଡା ନାମରେ ଏକ ଦମ୍ପତି ଝୋପଡ଼ିରେ ବାସ କରିବାକୁ ମଣିଷ ଆସନ୍ତି । ସେମାନେ ବାଣିଜ୍ୟିକ ପରିସରରେ ଛୋଟ କାମ କରି ଜୀବିକା ନିର୍ବାହ କରନ୍ତି । ପ୍ରତିଦିନ ସକାଳୁ ଉଠି ପାଣି ପାଇଁ ଲାଇନ ଲଗାନ୍ତି । ପାଣି ଟାଙ୍କି ନ ଆସିଲେ ସାରା ଦିନ ଅସୁବିଧା । ପିଲାମାନେ ପାଠ ପଢ଼ିବାକୁ ସ୍କୁଲ ଯାଇପାରନ୍ତି ନାହିଁ । ବସ୍ତିରେ ଶୌଚାଳୟ ଅଭାବ, ଡ୍ରେନ ବ୍ୟବସ୍ଥା ନାହିଁ । ବର୍ଷା ଦିନେ ଘର ଭିତରକୁ ପାଣି ପଶେ । ସହରୀ ଉନ୍ନୟନ ଯୋଜନାରେ ବସ୍ତିବାସୀଙ୍କ ପାଇଁ ଘର ନିର୍ମାଣର ପ୍ରତିଶ୍ରୁତି ଦିଆଯାଏ, କିନ୍ତୁ ବାସ୍ତବରେ ଏହା କେବେ ପୂରଣ ହୁଏ ନାହିଁ । ସରକାରୀ ତଥ୍ୟ ଅନୁଯାୟୀ ସହରର ଏକ ତୃତୀୟାଂଶ ଲୋକ ବସ୍ତିରେ ରହନ୍ତି । [8,319,326,454]
sudoku-cell[interactable] [1439,1814,1471,1851]
sudoku-cell[interactable] [1439,1776,1471,1814]
registration-dot-black [1234,2312,1254,2332]
sudoku-cell[interactable] [1312,1851,1344,1875]
anniversary-day: ୯ ମେ [1416,1185,1452,1205]
solution-cell [1378,2138,1397,2157]
lead-col-2-text: ଶିକ୍ଷା ଓ ସଚେତନତା ବିନା ଏ ସମସ୍ୟାର ସମାଧାନ ସମ୍ଭବ ନୁହେଁ । ପଞ୍ଚାୟତ ସ୍ତରରେ ମହିଳା ସ୍ୱୟଂ ସହାୟକ ଗୋଷ୍ଠୀ ଗଠନ କରାଯାଇ ଜନଜାଗରଣ କରାଯିବ । କନ୍ୟାସନ୍ତାନ ଜନ୍ମ ହେଲେ ପରିବାରକୁ ପ୍ରୋତ୍ସାହନ ରାଶି ଦିଆଯିବ । ଗ୍ରାମାଞ୍ଚଳରେ ସ୍ୱାସ୍ଥ୍ୟକେନ୍ଦ୍ରମାନଙ୍କରେ କଡ଼ା ନଜର ରଖାଯିବ । ଅଲଟ୍ରାସାଉଣ୍ଡ କେନ୍ଦ୍ରଗୁଡ଼ିକର ଯାଞ୍ଚ ନିୟମିତ କରାଯିବ । ଯେଉଁମାନେ ଆଇନ ଉଲ୍ଲଂଘନ କରିବେ ସେମାନଙ୍କ ବିରୋଧରେ ଦୃଢ଼ କାର୍ଯ୍ୟାନୁଷ୍ଠାନ ନିଆଯିବ । ଏହା ସହିତ ଝିଅଙ୍କ ଶିକ୍ଷା ଓ ସୁରକ୍ଷା ପାଇଁ ବିଭିନ୍ନ ଯୋଜନା କାର୍ଯ୍ୟକାରୀ ହେଉଛି । ସମାଜର ମାନସିକତାରେ ପରିବର୍ତ୍ତନ ଆଣିବା ସବୁଠାରୁ ବଡ଼ ଆହ୍ୱାନ । ଏଥିପାଇଁ ସରକାର, ସ୍ୱେଚ୍ଛାସେବୀ ସଂଗଠନ ଓ ନାଗରିକଙ୍କ ସମ୍ମିଳିତ ଉଦ୍ୟମ ଆବଶ୍ୟକ । [604,187,859,383]
solution-cell [1340,2196,1359,2215]
section2-col-2-text-2: ମ ସହର ଗାଁ ଓ ଗଣ୍ଡା ନାମରେ ଏକ ଦମ୍ପତି ଝୋପଡ଼ିରେ ବାସ କରିବାକୁ ମଣିଷ ଆସନ୍ତି । ସେମାନେ ବାଣିଜ୍ୟିକ ପରିସରରେ ଛୋଟ କାମ କରି ଜୀବିକା ନିର୍ବାହ କରନ୍ତି । ପ୍ରତିଦିନ ସକାଳୁ ଉଠି ପାଣି ପାଇଁ ଲାଇନ ଲଗାନ୍ତି । ପାଣି ଟାଙ୍କି ନ ଆସିଲେ ସାରା ଦିନ ଅସୁବିଧା । ପିଲାମାନେ ପାଠ ପଢ଼ିବାକୁ ସ୍କୁଲ ଯାଇପାରନ୍ତି ନାହିଁ । ବସ୍ତିରେ ଶୌଚାଳୟ ଅଭାବ, ଡ୍ରେନ ବ୍ୟବସ୍ଥା ନାହିଁ । ବର୍ଷା ଦିନେ ଘର ଭିତରକୁ ପାଣି ପଶେ । ସହରୀ ଉନ୍ନୟନ ଯୋଜନାରେ ବସ୍ତିବାସୀଙ୍କ ପାଇଁ ଘର ନିର୍ମାଣର ପ୍ରତିଶ୍ରୁତି ଦିଆଯାଏ, କିନ୍ତୁ ବାସ୍ତବରେ ଏହା କେବେ ପୂରଣ ହୁଏ ନାହିଁ । ସରକାରୀ ତଥ୍ୟ ଅନୁଯାୟୀ ସହରର ଏକ ତୃତୀୟାଂଶ ଲୋକ ବସ୍ତିରେ ରହନ୍ତି । [340,1093,590,1259]
weekly-item: ୨୯- ବଜାଙ୍ଗଳ ଜିଲ୍ଲାର ଅଭିନବ ପରିଷ୍କାର ସର୍ବଭାରତୀୟ ଆଇପିଏଲ୍ ସମ୍ପର୍କରେ ଚର୍ଚ୍ଚା । [1147,1545,1491,1571]
sudoku-cell[interactable] [1185,1814,1217,1851]
anniversary-item: ୧ ବଂଗଳାଦେଶରେ ଘୂର୍ଣ୍ଣିବାତ୍ୟାରେ ୩୦୦ ଲୋକଙ୍କ ମୃତ୍ୟୁ । [1147,1247,1390,1259]
sudoku-cell[interactable]: D [1280,1814,1312,1851]
registration-dot-magenta [1190,2312,1210,2332]
divider [726,1722,727,1912]
contact-line: ସମ୍ପାଦକ, ଧରିତ୍ରୀ, [1275,982,1361,994]
sidebar-title-box [1143,8,1493,56]
solution-cell [1301,2176,1320,2195]
sudoku-cell[interactable] [1217,1776,1249,1814]
letter-3-heading: ଓମ୍ଫେଡ୍ ନିଷ୍ପତ୍ତି ବଦଳାଉ [1214,596,1424,618]
section3-col-3 [604,2034,859,2310]
lead-col-2 [604,186,859,858]
solution-cell [1456,2099,1475,2118]
sudoku-cell[interactable] [1439,1938,1471,1962]
lead-col-1 [340,186,590,858]
poem-source: (ଅମର ଆଶା) [171,175,238,190]
editor-email: E-mail:dharitripress@gmail.com [1221,1026,1415,1040]
solution-cell [1378,2157,1397,2176]
dharitri-logo: ଧରିତ୍ରୀ [1021,23,1075,43]
sudoku-cell[interactable] [1185,1914,1217,1938]
section2-col-1-text-2: କାର୍ଯ୍ୟ ପାଇଁ କିମ୍ବା ତଥ୍ୟ ଜାହାର କରାଯାଇଥାଏ । ପକ୍ଷେ ଗରିବଙ୍କ ଲଢ଼େଇ କେବେ ଶେଷ ହୁଏ ନାହିଁ । ବସ୍ତି ବାସ୍ତବରେ ସହରର ଅବହେଳିତ ଅଂଶ । ପୌରସଂସ୍ଥା ଓ ସରକାର ମିଳିତ ଭାବେ ବସ୍ତି ଉନ୍ନୟନ ପାଇଁ ଯୋଜନା କରିବା ଦରକାର । ସ୍ୱଚ୍ଛ ପାନୀୟ ଜଳ, ଶୌଚାଳୟ, ରାସ୍ତା, ଆଲୁଅ ଓ ଶିକ୍ଷା ବ୍ୟବସ୍ଥା ପ୍ରତ୍ୟେକ ବସ୍ତିରେ ଉପଲବ୍ଧ କରାଯିବା ଉଚିତ । ଏଥିସହ ବସ୍ତିବାସୀଙ୍କ ପାଇଁ ସ୍ଥାୟୀ ଗୃହ ନିର୍ମାଣ ଯୋଜନାକୁ ତ୍ୱରାନ୍ୱିତ କରିବା ଆବଶ୍ୟକ । [8,1019,326,1109]
sudoku-cell[interactable] [1407,1963,1439,2000]
divider [866,190,867,855]
solution-cell [1417,2176,1436,2195]
weekly-item: ୨୮- ବନ୍ଧୁ ଯୁଦ୍ଧ ମଣ୍ଡାପ ନିର୍ମାଣ ଓଡ଼ିଶା ସ୍ଥାନ ପାଇଛି । [1147,1525,1364,1537]
registration-bar [1380,2314,1406,2328]
registration-bar [90,2314,116,2328]
solution-cell [1398,2099,1417,2118]
section2-col-4-lower [873,1298,1135,1568]
section3-author-photo [640,1918,740,2028]
sudoku-cell[interactable] [1217,1714,1249,1751]
sudoku-title-ku: ku [1267,1660,1317,1700]
solution-cell [1340,2041,1359,2060]
registration-dot-cyan [276,2312,296,2332]
sudoku-cell[interactable]: 3 [1439,1876,1471,1914]
sudoku-cell[interactable]: E [1280,1963,1312,2000]
solution-cell [1456,2060,1475,2079]
sudoku-instructions [1165,2036,1285,2266]
solution-cell [1320,2138,1339,2157]
lead-col-1-text: ୨୦୧୧ ଜନଗଣନା ଅନୁଯାୟୀ ଭାରତରେ ଏକ ହଜାର ପୁରୁଷରେ ଝିଅଙ୍କ ସଂଖ୍ୟା ରହିଛି ୯୪୦ । ହରିୟାଣାରେ ଏହି ସଂଖ୍ୟା ସବୁଠାରୁ କମ । ଅର୍ଥନୈତିକ ଭୋଗ ଓ ଶିକ୍ଷାର ଅଭାବ ଏଥିପାଇଁ ମୂଳ କାରଣ ବୋଲି ବିଶେଷଜ୍ଞମାନେ କହନ୍ତି । ଭ୍ରୂଣହତ୍ୟା ଏବେବି ଗ୍ରାମାଞ୍ଚଳରେ ଅବାଧରେ ଚାଲିଛି । କନ୍ୟା ଭ୍ରୂଣ ଚିହ୍ନଟ କରି ଗର୍ଭପାତ କରାଯାଉଛି । ଏହାକୁ ରୋକିବା ପାଇଁ ରାଜ୍ୟ ସରକାର କଠୋର ପଦକ୍ଷେପ ନେବାକୁ ଘୋଷଣା କରିଛନ୍ତି । ମୁଖ୍ୟମନ୍ତ୍ରୀ ମନୋହର ଲାଲ ଖଟ୍ଟର ସମସ୍ତ ଜିଲ୍ଲାପାଳଙ୍କୁ ନିର୍ଦ୍ଦେଶ ଦେଇଛନ୍ତି । ଯେଉଁ ଗ୍ରାମରେ ଝିଅଙ୍କ ସଂଖ୍ୟା କମ ରହିବ ସେଠାକାର ଅଧିକାରୀଙ୍କ ବିରୋଧରେ କାର୍ଯ୍ୟାନୁଷ୍ଠାନ ହେବ ବୋଲି କୁହାଯାଇଛି । ଏହାଦ୍ୱାରା ସାମାଜିକ ସଚେତନତା ବୃଦ୍ଧି ପାଇବ ବୋଲି ଆଶା କରାଯାଉଛି । 'ବେଟି ବଚାଓ, ବେଟି ପଢାଓ' ଯୋଜନାକୁ ଆହୁରି ଶକ୍ତିଶାଳୀ କରିବାକୁ ରାଜ୍ୟ ନିଷ୍ପତ୍ତି ନେଇଛି । [340,187,590,413]
section2-col-4-lower-text: କାର୍ଯ୍ୟ ପାଇଁ କିମ୍ବା ତଥ୍ୟ ଜାହାର କରାଯାଇଥାଏ । ପକ୍ଷେ ଗରିବଙ୍କ ଲଢ଼େଇ କେବେ ଶେଷ ହୁଏ ନାହିଁ । ବସ୍ତି ବାସ୍ତବରେ ସହରର ଅବହେଳିତ ଅଂଶ । ପୌରସଂସ୍ଥା ଓ ସରକାର ମିଳିତ ଭାବେ ବସ୍ତି ଉନ୍ନୟନ ପାଇଁ ଯୋଜନା କରିବା ଦରକାର । ସ୍ୱଚ୍ଛ ପାନୀୟ ଜଳ, ଶୌଚାଳୟ, ରାସ୍ତା, ଆଲୁଅ ଓ ଶିକ୍ଷା ବ୍ୟବସ୍ଥା ପ୍ରତ୍ୟେକ ବସ୍ତିରେ ଉପଲବ୍ଧ କରାଯିବା ଉଚିତ । ଏଥିସହ ବସ୍ତିବାସୀଙ୍କ ପାଇଁ ସ୍ଥାୟୀ ଗୃହ ନିର୍ମାଣ ଯୋଜନାକୁ ତ୍ୱରାନ୍ୱିତ କରିବା ଆବଶ୍ୟକ । [873,1299,1135,1419]
editor-email-note: (Use only for letters to Editor, news & news photos) [1175,1040,1461,1053]
solution-cell [1340,2118,1359,2137]
sudoku-cell[interactable] [1217,1963,1249,2000]
sudoku-cell[interactable] [1376,1751,1408,1775]
weekly-title-box [1163,1318,1473,1362]
anniversary-logo: ଧରିତ୍ରୀ [1149,1158,1203,1177]
solution-cell [1436,2176,1455,2195]
solution-cell [1417,2060,1436,2079]
letter-3 [1147,596,1491,906]
